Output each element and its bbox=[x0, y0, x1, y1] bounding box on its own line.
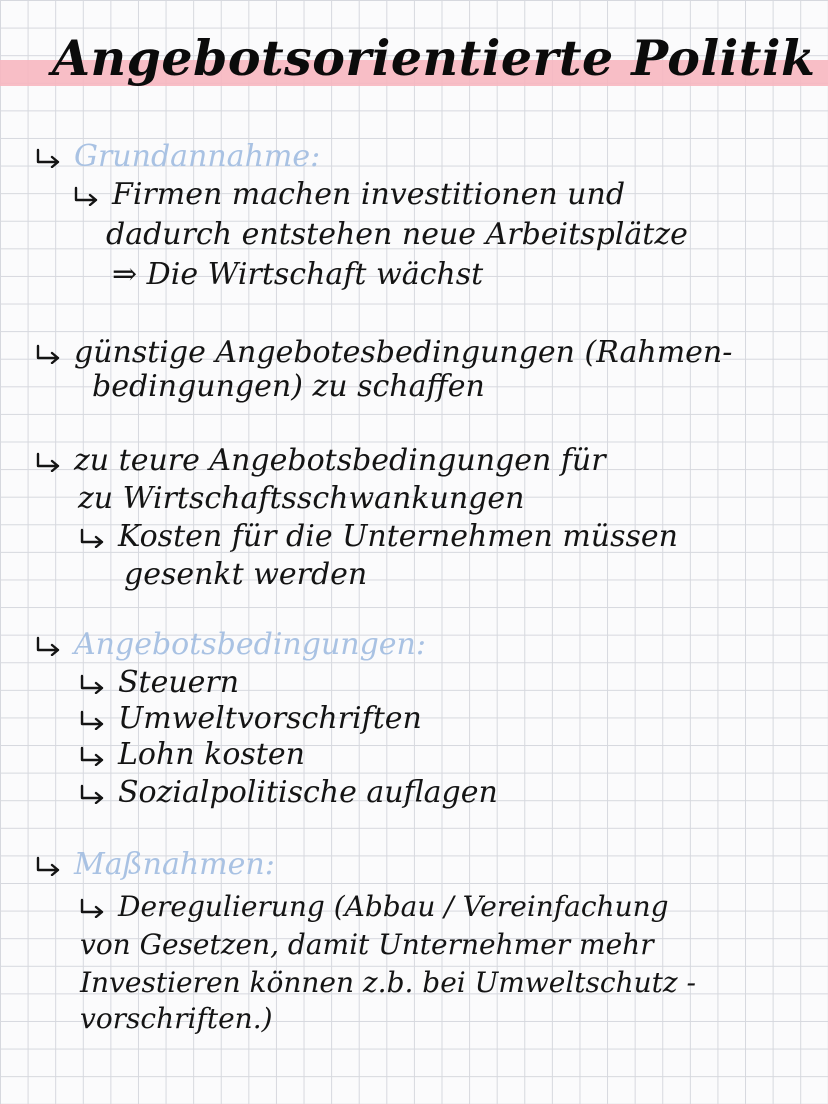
arrow-icon bbox=[72, 184, 102, 206]
note-line: zu Wirtschaftsschwankungen bbox=[78, 481, 525, 516]
arrow-icon bbox=[78, 672, 108, 694]
list-item: Steuern bbox=[78, 664, 239, 702]
heading-angebotsbedingungen: Angebotsbedingungen: bbox=[34, 626, 426, 664]
note-line: von Gesetzen, damit Unternehmer mehr bbox=[80, 928, 654, 961]
note-line: zu teure Angebotsbedingungen für bbox=[34, 442, 606, 480]
list-item: Lohn kosten bbox=[78, 736, 305, 774]
note-line: Investieren können z.b. bei Umweltschutz - bbox=[80, 966, 697, 999]
arrow-icon bbox=[78, 708, 108, 730]
arrow-icon bbox=[34, 634, 64, 656]
list-item: Sozialpolitische auflagen bbox=[78, 774, 498, 812]
page-title: Angebotsorientierte Politik bbox=[52, 29, 816, 87]
arrow-icon bbox=[34, 450, 64, 472]
heading-massnahmen: Maßnahmen: bbox=[34, 846, 275, 884]
arrow-icon bbox=[78, 744, 108, 766]
note-line: Firmen machen investitionen und bbox=[72, 176, 625, 214]
note-line: vorschriften.) bbox=[80, 1002, 273, 1035]
heading-grundannahme: Grundannahme: bbox=[34, 138, 320, 176]
arrow-icon bbox=[34, 146, 64, 168]
arrow-icon bbox=[78, 526, 108, 548]
arrow-icon bbox=[78, 782, 108, 804]
note-line: günstige Angebotesbedingungen (Rahmen- bbox=[34, 334, 732, 372]
note-line: dadurch entstehen neue Arbeitsplätze bbox=[106, 217, 688, 252]
note-line: ⇒ Die Wirtschaft wächst bbox=[112, 257, 484, 292]
note-line: Deregulierung (Abbau / Vereinfachung bbox=[78, 888, 669, 926]
note-line: gesenkt werden bbox=[124, 557, 368, 592]
note-line: bedingungen) zu schaffen bbox=[92, 369, 485, 404]
arrow-icon bbox=[78, 896, 108, 918]
list-item: Umweltvorschriften bbox=[78, 700, 422, 738]
arrow-icon bbox=[34, 854, 64, 876]
note-line: Kosten für die Unternehmen müssen bbox=[78, 518, 678, 556]
arrow-icon bbox=[34, 342, 64, 364]
